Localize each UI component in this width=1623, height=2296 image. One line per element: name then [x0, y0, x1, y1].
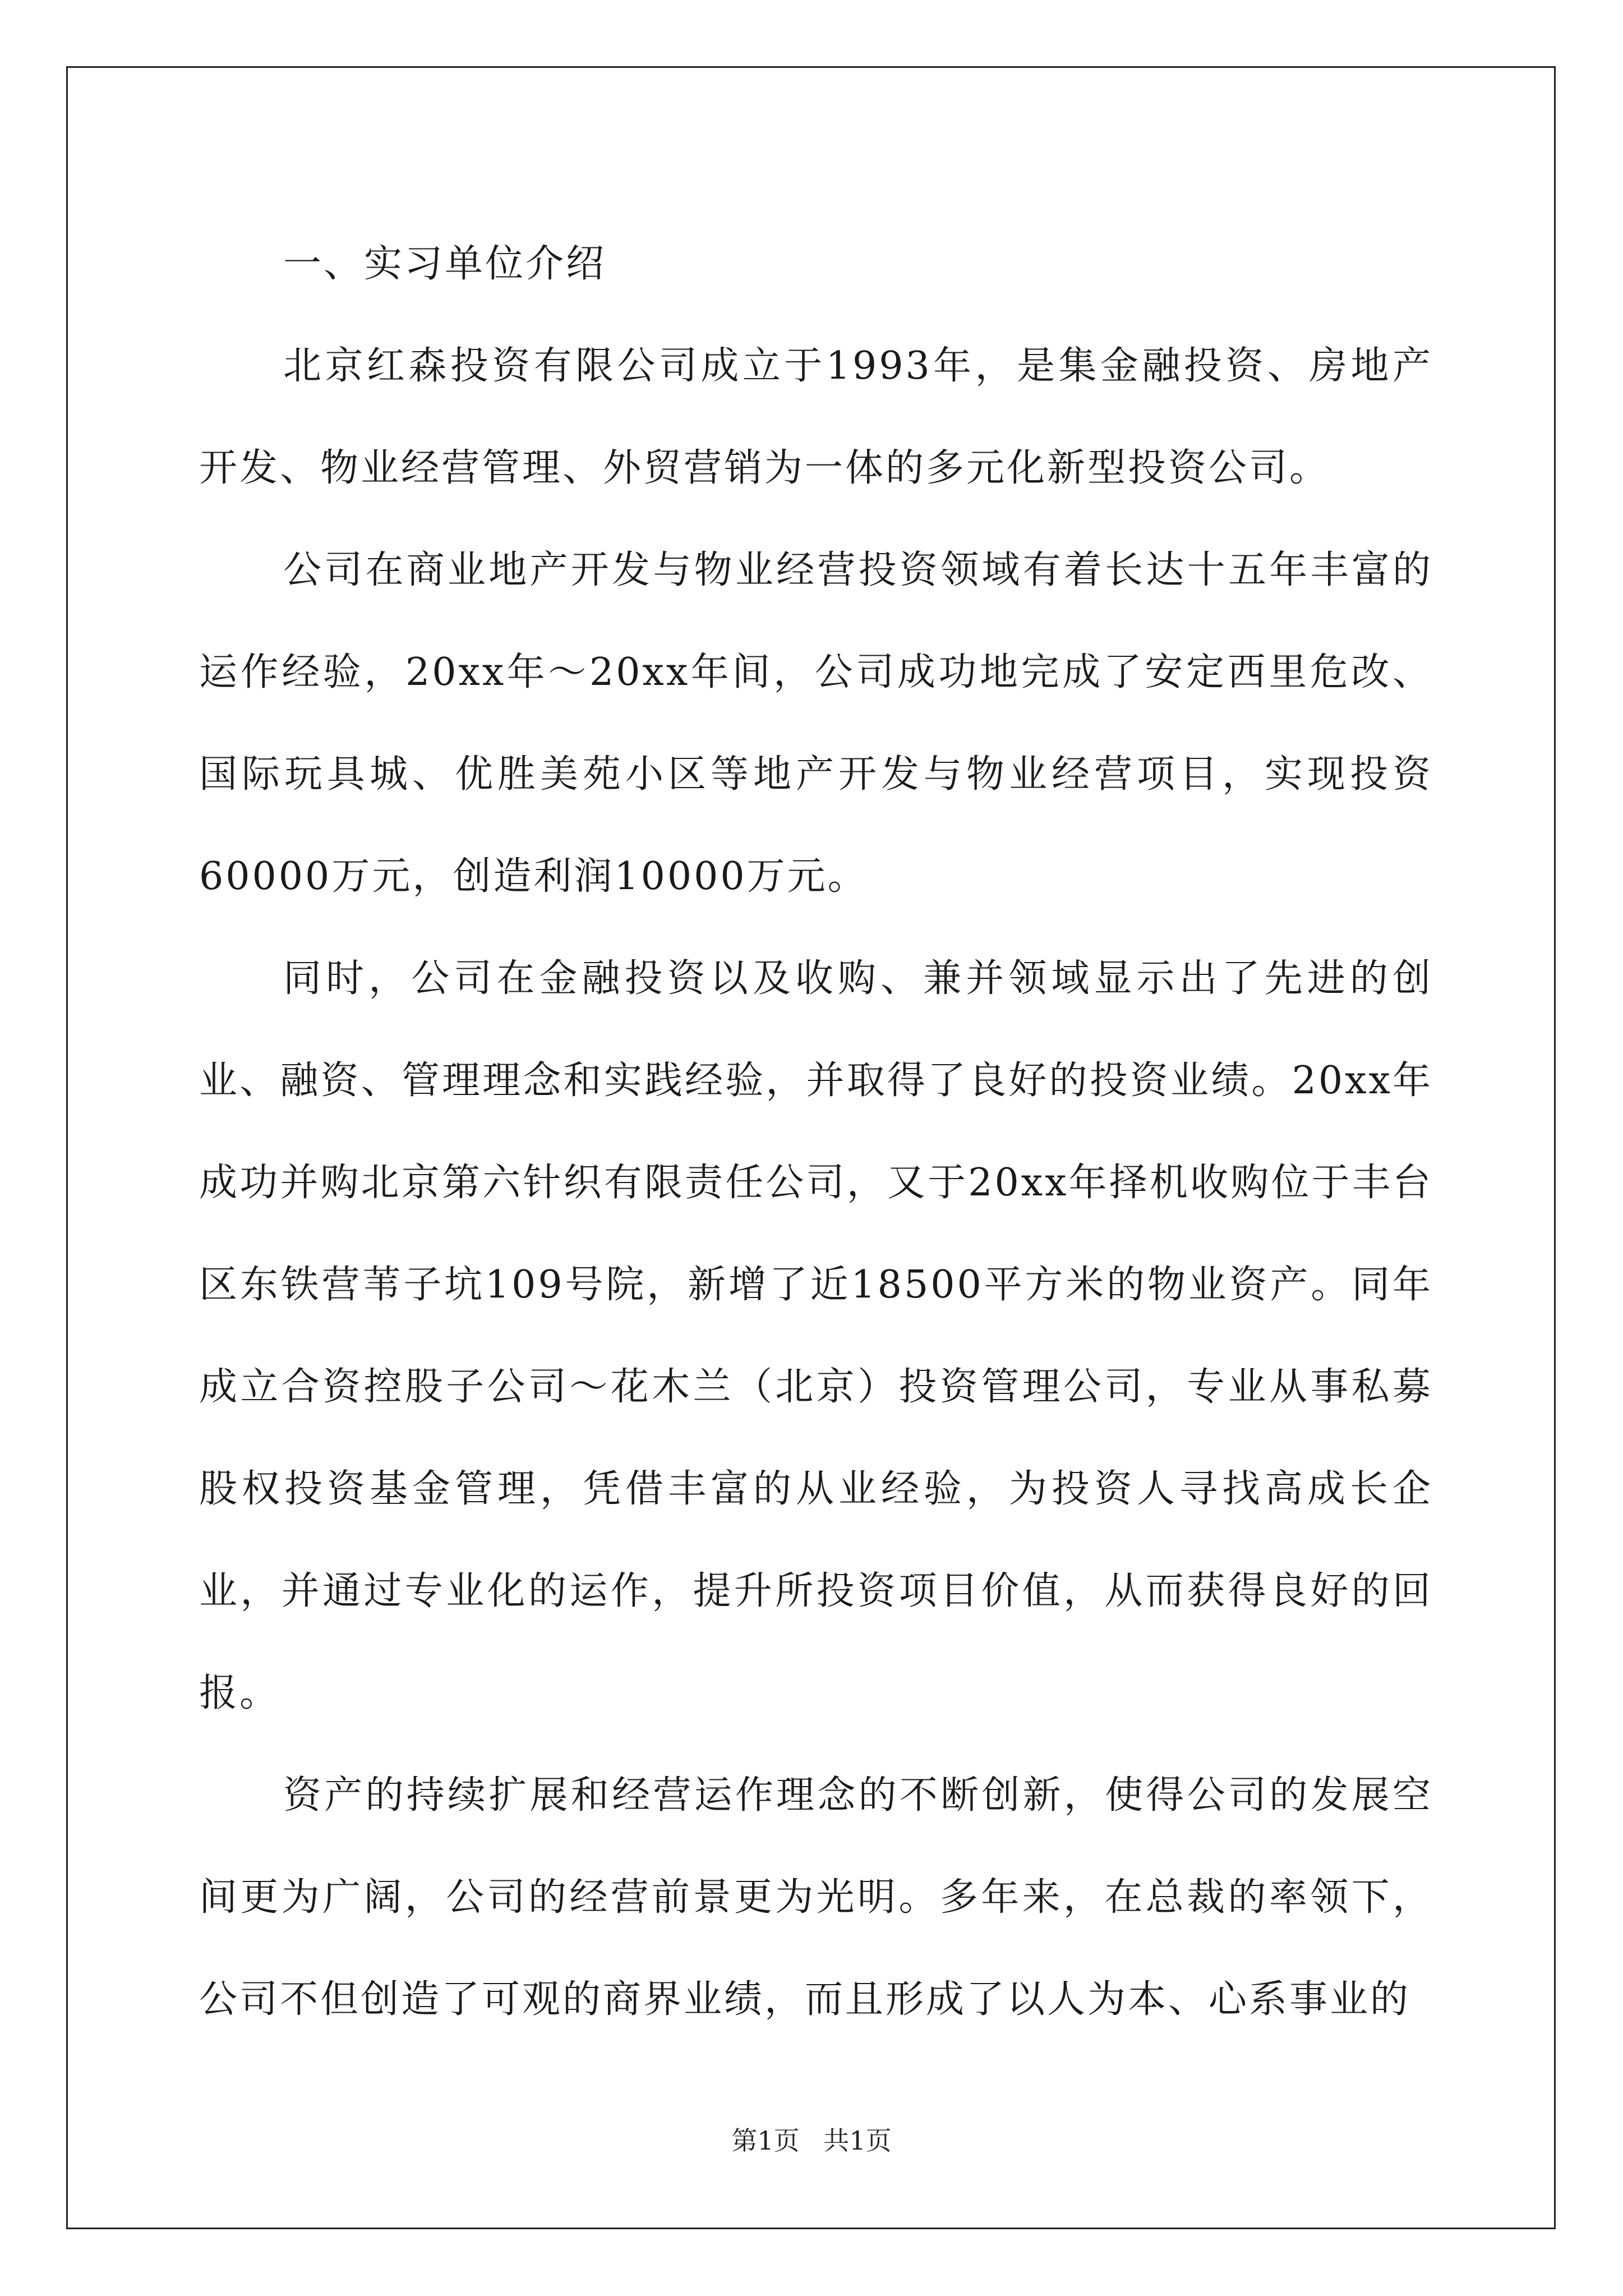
- document-body: [199, 213, 1433, 2051]
- paragraph-real-estate: 公司在商业地产开发与物业经营投资领域有着长达十五年丰富的运作经验，20xx年～20xx年间，公司成功地完成了安定西里危改、国际玩具城、优胜美苑小区等地产开发与物业经营项目，实现投资60000万元，创造利润10000万元。: [199, 548, 1433, 899]
- paragraph-company-intro: 北京红森投资有限公司成立于1993年，是集金融投资、房地产开发、物业经营管理、外贸营销为一体的多元化新型投资公司。: [199, 344, 1433, 490]
- page-total: 共1页: [823, 2125, 892, 2156]
- paragraph-development: 资产的持续扩展和经营运作理念的不断创新，使得公司的发展空间更为广阔，公司的经营前景更为光明。多年来，在总裁的率领下，公司不但创造了可观的商界业绩，而且形成了以人为本、心系事业的: [199, 1773, 1433, 2022]
- page-number: 第1页: [731, 2125, 800, 2156]
- page-footer: [0, 2120, 1623, 2157]
- paragraph-financial-investment: 同时，公司在金融投资以及收购、兼并领域显示出了先进的创业、融资、管理理念和实践经验，并取得了良好的投资业绩。20xx年成功并购北京第六针织有限责任公司，又于20xx年择机收购位于丰台区东铁营苇子坑109号院，新增了近18500平方米的物业资产。同年成立合资控股子公司～花木兰（北京）投资管理公司，专业从事私募股权投资基金管理，凭借丰富的从业经验，为投资人寻找高成长企业，并通过专业化的运作，提升所投资项目价值，从而获得良好的回报。: [199, 956, 1433, 1715]
- section-heading: 一、实习单位介绍: [283, 242, 607, 286]
